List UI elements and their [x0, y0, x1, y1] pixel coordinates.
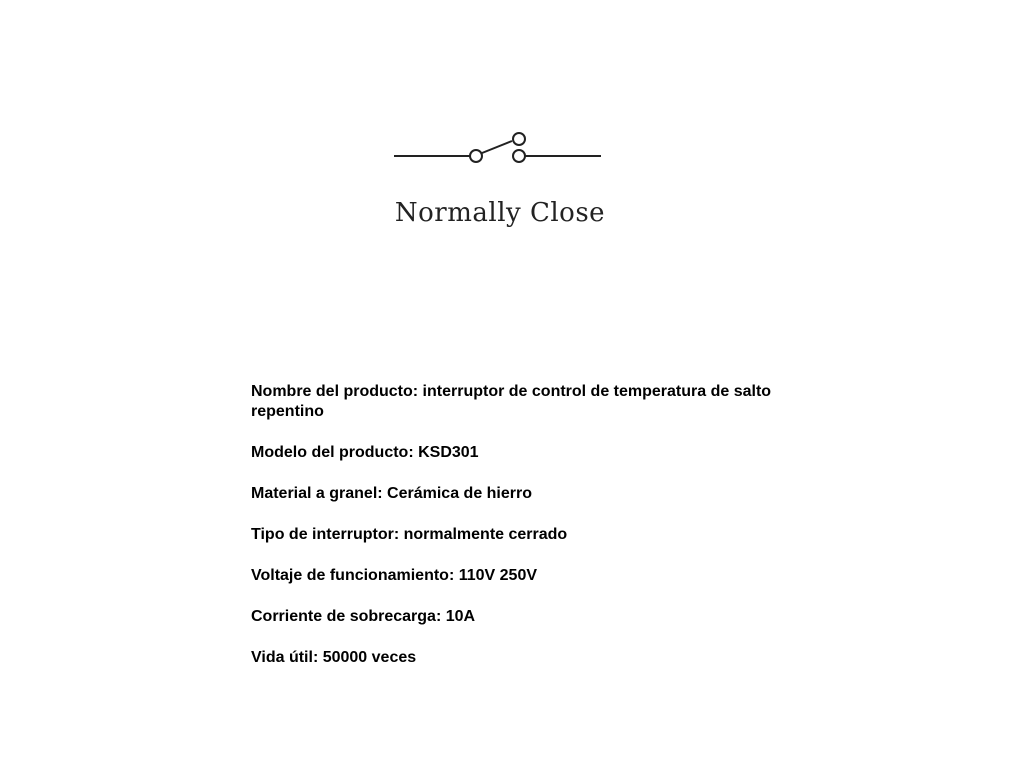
spec-list [251, 382, 831, 689]
spec-product-name: Nombre del producto: interruptor de control de temperatura de salto repentino [251, 383, 772, 420]
spec-overload-current: Corriente de sobrecarga: 10A [251, 608, 476, 625]
spec-material: Material a granel: Cerámica de hierro [251, 485, 532, 502]
spec-switch-type: Tipo de interruptor: normalmente cerrado [251, 526, 568, 543]
spec-service-life: Vida útil: 50000 veces [251, 649, 417, 666]
switch-symbol [390, 128, 610, 172]
symbol-caption: Normally Close [394, 198, 606, 228]
normally-close-switch-icon [390, 128, 610, 172]
spec-product-model: Modelo del producto: KSD301 [251, 444, 479, 461]
spec-voltage: Voltaje de funcionamiento: 110V 250V [251, 567, 538, 584]
